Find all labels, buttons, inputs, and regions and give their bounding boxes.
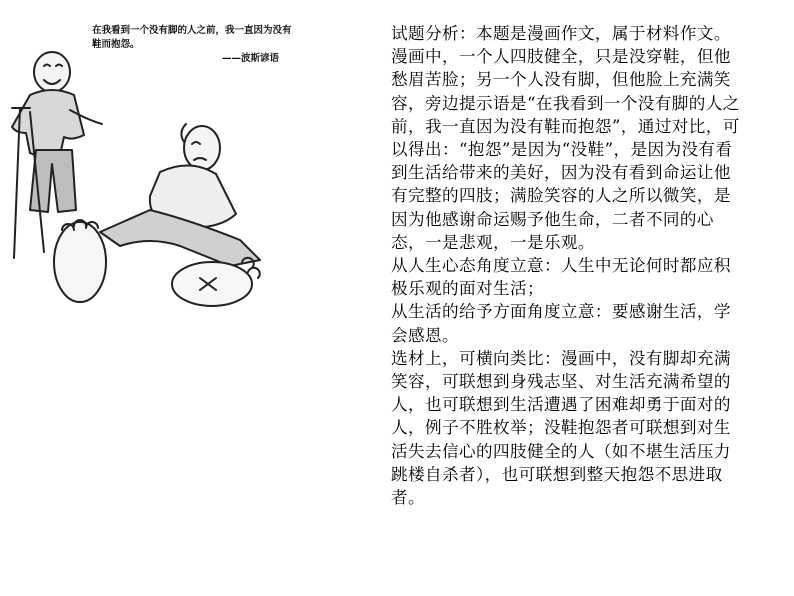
cartoon-caption-attribution: ——波斯谚语 — [221, 53, 279, 64]
sitting-man-figure — [54, 124, 260, 306]
analysis-paragraph: 试题分析：本题是漫画作文，属于材料作文。漫画中，一个人四肢健全，只是没穿鞋，但他愁眉苦脸；另一个人没有脚，但他脸上充满笑容，旁边提示语是“在我看到一个没有脚的人之前，我一直因为没有鞋而抱怨”，通过对比，可以得出：“抱怨”是因为“没鞋”，是因为没有看到生活给带来的美好，因为没有看到命运让他有完整的四肢；满脸笑容的人之所以微笑，是因为他感谢命运赐予他生命，二者不同的心态，一是悲观，一是乐观。 — [391, 24, 740, 252]
analysis-paragraph: 选材上，可横向类比：漫画中，没有脚却充满笑容，可联想到身残志坚、对生活充满希望的人，也可联想到生活遭遇了困难却勇于面对的人，例子不胜枚举；没鞋抱怨者可联想到对生活失去信心的四肢健全的人（如不堪生活压力跳楼自杀者），也可联想到整天抱怨不思进取者。 — [391, 348, 731, 508]
analysis-text-block — [391, 22, 746, 509]
analysis-paragraph: 从生活的给予方面角度立意：要感谢生活，学会感恩。 — [391, 302, 731, 345]
cartoon-caption — [92, 24, 297, 66]
cartoon-caption-text: 在我看到一个没有脚的人之前，我一直因为没有鞋而抱怨。 — [92, 25, 292, 50]
analysis-paragraph: 从人生心态角度立意：人生中无论何时都应积极乐观的面对生活； — [391, 256, 731, 299]
